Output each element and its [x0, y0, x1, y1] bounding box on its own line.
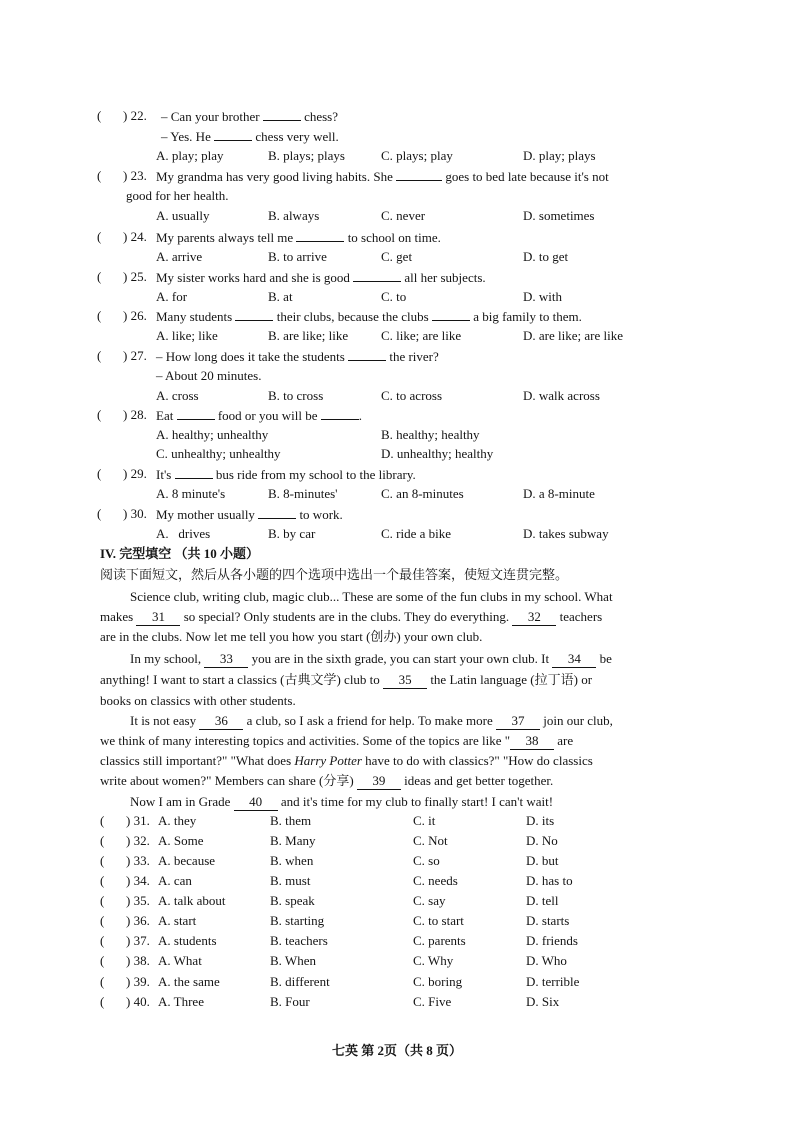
option-b[interactable]: B. teachers — [270, 933, 328, 948]
cloze-blank-35[interactable]: 35 — [383, 672, 427, 689]
option-d[interactable]: D. has to — [526, 873, 573, 888]
option-c[interactable]: C. unhealthy; unhealthy — [156, 446, 281, 461]
question-27-line1 — [156, 348, 439, 365]
question-number: ) 36. — [126, 913, 150, 928]
question-number: ) 23. — [123, 168, 147, 183]
passage-line — [100, 672, 592, 689]
question-text: chess? — [300, 109, 338, 124]
question-text: goes to bed late because it's not — [442, 169, 609, 184]
answer-paren[interactable]: ( — [97, 308, 102, 323]
option-d[interactable]: D. are like; are like — [523, 328, 623, 343]
question-23-line1 — [156, 168, 609, 185]
section-heading: IV. 完型填空 （共 10 小题） — [100, 546, 260, 561]
question-number: ) 26. — [123, 308, 147, 323]
option-a[interactable]: A. Three — [158, 994, 204, 1009]
question-text: Eat — [156, 408, 177, 423]
option-a[interactable]: A. the same — [158, 974, 220, 989]
question-29-line — [156, 466, 416, 483]
answer-paren[interactable]: ( — [100, 853, 105, 868]
passage-line — [100, 773, 553, 790]
question-text: Many students — [156, 309, 236, 324]
option-b[interactable]: B. to cross — [268, 388, 324, 403]
passage-line: Science club, writing club, magic club... These are some of the fun clubs in my school. What — [130, 589, 613, 604]
question-number: ) 31. — [126, 813, 150, 828]
option-a[interactable]: A. 8 minute's — [156, 486, 226, 501]
option-d[interactable]: D. a 8-minute — [523, 486, 595, 501]
answer-blank[interactable] — [432, 308, 470, 321]
option-c[interactable]: C. boring — [413, 974, 463, 989]
question-text: My parents always tell me — [156, 230, 297, 245]
answer-paren[interactable]: ( — [100, 933, 105, 948]
passage-text: Now I am in Grade — [130, 794, 234, 809]
question-number: ) 38. — [126, 953, 150, 968]
option-c[interactable]: C. say — [413, 893, 446, 908]
answer-paren[interactable]: ( — [100, 974, 105, 989]
option-d[interactable]: D. its — [526, 813, 555, 828]
cloze-blank-38[interactable]: 38 — [510, 733, 554, 750]
question-number: ) 25. — [123, 269, 147, 284]
option-d[interactable]: D. Who — [526, 953, 567, 968]
question-22-line1 — [161, 108, 338, 125]
passage-text: In my school, — [130, 651, 205, 666]
answer-paren[interactable]: ( — [97, 229, 102, 244]
cloze-blank-34[interactable]: 34 — [552, 651, 596, 668]
option-b[interactable]: B. Four — [270, 994, 310, 1009]
option-a[interactable]: A. start — [158, 913, 197, 928]
passage-text: anything! I want to start a classics (古典文学) club to — [100, 672, 384, 687]
option-a[interactable]: A. they — [158, 813, 197, 828]
question-text: a big family to them. — [469, 309, 582, 324]
answer-paren[interactable]: ( — [97, 108, 102, 123]
question-30-line — [156, 506, 343, 523]
question-number: ) 33. — [126, 853, 150, 868]
question-text: all her subjects. — [401, 270, 486, 285]
question-number: ) 32. — [126, 833, 150, 848]
answer-blank[interactable] — [177, 407, 215, 420]
question-text: . — [358, 408, 362, 423]
question-text: – Can your brother — [161, 109, 263, 124]
option-a[interactable]: A. usually — [156, 208, 210, 223]
answer-paren[interactable]: ( — [97, 466, 102, 481]
passage-text: be — [596, 651, 612, 666]
answer-blank[interactable] — [396, 168, 442, 181]
cloze-blank-31[interactable]: 31 — [136, 609, 180, 626]
option-c[interactable]: C. ride a bike — [381, 526, 452, 541]
option-d[interactable]: D. sometimes — [523, 208, 595, 223]
option-a[interactable]: A. arrive — [156, 249, 203, 264]
answer-blank[interactable] — [235, 308, 273, 321]
question-28-line — [156, 407, 362, 424]
question-number: ) 22. — [123, 108, 147, 123]
answer-paren[interactable]: ( — [97, 506, 102, 521]
answer-blank[interactable] — [353, 269, 401, 282]
option-b[interactable]: B. starting — [270, 913, 325, 928]
passage-text: It is not easy — [130, 713, 200, 728]
question-24-line — [156, 229, 441, 246]
page-footer: 七英 第 2页（共 8 页） — [331, 1043, 462, 1058]
question-number: ) 40. — [126, 994, 150, 1009]
question-number: ) 24. — [123, 229, 147, 244]
option-c[interactable]: C. never — [381, 208, 426, 223]
question-number: ) 39. — [126, 974, 150, 989]
answer-paren[interactable]: ( — [100, 833, 105, 848]
passage-text: ideas and get better together. — [400, 773, 554, 788]
option-a[interactable]: A. drives — [156, 526, 211, 541]
section-instruction: 阅读下面短文，然后从各小题的四个选项中选出一个最佳答案，使短文连贯完整。 — [100, 567, 569, 582]
question-number: ) 37. — [126, 933, 150, 948]
passage-line: books on classics with other students. — [100, 693, 296, 708]
option-d[interactable]: D. to get — [523, 249, 569, 264]
option-a[interactable]: A. healthy; unhealthy — [156, 427, 269, 442]
answer-blank[interactable] — [348, 348, 386, 361]
option-b[interactable]: B. different — [270, 974, 330, 989]
option-d[interactable]: D. walk across — [523, 388, 600, 403]
passage-text: a club, so I ask a friend for help. To make more — [243, 713, 496, 728]
cloze-blank-32[interactable]: 32 — [512, 609, 556, 626]
answer-paren[interactable]: ( — [100, 893, 105, 908]
answer-paren[interactable]: ( — [100, 873, 105, 888]
option-b[interactable]: B. when — [270, 853, 314, 868]
option-b[interactable]: B. healthy; healthy — [381, 427, 480, 442]
option-d[interactable]: D. with — [523, 289, 562, 304]
option-b[interactable]: B. are like; like — [268, 328, 349, 343]
option-a[interactable]: A. can — [158, 873, 192, 888]
option-c[interactable]: C. to — [381, 289, 407, 304]
question-number: ) 30. — [123, 506, 147, 521]
question-text: – Yes. He — [161, 129, 215, 144]
option-d[interactable]: D. terrible — [526, 974, 580, 989]
option-c[interactable]: C. an 8-minutes — [381, 486, 464, 501]
question-number: ) 35. — [126, 893, 150, 908]
cloze-blank-33[interactable]: 33 — [204, 651, 248, 668]
question-number: ) 27. — [123, 348, 147, 363]
question-text: It's — [156, 467, 175, 482]
answer-paren[interactable]: ( — [97, 348, 102, 363]
answer-blank[interactable] — [296, 229, 344, 242]
cloze-blank-39[interactable]: 39 — [357, 773, 401, 790]
answer-paren[interactable]: ( — [97, 407, 102, 422]
answer-paren[interactable]: ( — [100, 813, 105, 828]
question-text: to school on time. — [344, 230, 441, 245]
cloze-blank-40[interactable]: 40 — [234, 794, 278, 811]
option-b[interactable]: B. speak — [270, 893, 315, 908]
option-a[interactable]: A. like; like — [156, 328, 218, 343]
option-a[interactable]: A. play; play — [156, 148, 224, 163]
option-a[interactable]: A. for — [156, 289, 188, 304]
answer-blank[interactable] — [258, 506, 296, 519]
option-c[interactable]: C. get — [381, 249, 413, 264]
question-26-line — [156, 308, 582, 325]
question-text: the river? — [386, 349, 439, 364]
passage-text: join our club, — [539, 713, 613, 728]
option-d[interactable]: D. No — [526, 833, 558, 848]
question-text: chess very well. — [252, 129, 339, 144]
question-text: My sister works hard and she is good — [156, 270, 354, 285]
option-d[interactable]: D. friends — [526, 933, 578, 948]
option-d[interactable]: D. but — [526, 853, 559, 868]
option-d[interactable]: D. takes subway — [523, 526, 609, 541]
passage-text: and it's time for my club to finally start! I can't wait! — [277, 794, 554, 809]
question-text: food or you will be — [214, 408, 321, 423]
passage-line — [100, 609, 602, 626]
option-c[interactable]: C. parents — [413, 933, 466, 948]
option-d[interactable]: D. unhealthy; healthy — [381, 446, 494, 461]
question-text: their clubs, because the clubs — [273, 309, 432, 324]
option-a[interactable]: A. What — [158, 953, 202, 968]
option-a[interactable]: A. because — [158, 853, 216, 868]
option-c[interactable]: C. so — [413, 853, 440, 868]
option-d[interactable]: D. Six — [526, 994, 560, 1009]
passage-line: are in the clubs. Now let me tell you how you start (创办) your own club. — [100, 629, 483, 644]
option-c[interactable]: C. Why — [413, 953, 454, 968]
question-22-line2 — [161, 128, 339, 145]
passage-text: we think of many interesting topics and activities. Some of the topics are like " — [100, 733, 511, 748]
option-b[interactable]: B. them — [270, 813, 312, 828]
option-b[interactable]: B. Many — [270, 833, 316, 848]
question-number: ) 29. — [123, 466, 147, 481]
answer-paren[interactable]: ( — [97, 269, 102, 284]
answer-blank[interactable] — [263, 108, 301, 121]
option-d[interactable]: D. tell — [526, 893, 559, 908]
passage-line — [100, 733, 573, 750]
option-c[interactable]: C. Five — [413, 994, 452, 1009]
option-b[interactable]: B. must — [270, 873, 311, 888]
passage-text: teachers — [556, 609, 603, 624]
answer-blank[interactable] — [321, 407, 359, 420]
question-23-line2: good for her health. — [126, 188, 229, 203]
question-text: My mother usually — [156, 507, 259, 522]
option-b[interactable]: B. at — [268, 289, 293, 304]
answer-paren[interactable]: ( — [97, 168, 102, 183]
passage-text: are — [554, 733, 574, 748]
answer-paren[interactable]: ( — [100, 994, 105, 1009]
cloze-blank-36[interactable]: 36 — [199, 713, 243, 730]
option-d[interactable]: D. play; plays — [523, 148, 596, 163]
passage-line — [130, 794, 553, 811]
option-d[interactable]: D. starts — [526, 913, 570, 928]
option-a[interactable]: A. students — [158, 933, 217, 948]
cloze-blank-37[interactable]: 37 — [496, 713, 540, 730]
passage-text: the Latin language (拉丁语) or — [427, 672, 593, 687]
option-a[interactable]: A. cross — [156, 388, 199, 403]
option-a[interactable]: A. talk about — [158, 893, 226, 908]
question-27-line2: – About 20 minutes. — [156, 368, 262, 383]
option-a[interactable]: A. Some — [158, 833, 204, 848]
option-c[interactable]: C. like; are like — [381, 328, 462, 343]
question-text: bus ride from my school to the library. — [212, 467, 416, 482]
passage-line — [100, 753, 593, 769]
passage-text: classics still important?" "What does — [100, 753, 295, 768]
option-b[interactable]: B. 8-minutes' — [268, 486, 338, 501]
book-title: Harry Potter — [294, 753, 362, 768]
option-b[interactable]: B. to arrive — [268, 249, 327, 264]
option-c[interactable]: C. it — [413, 813, 436, 828]
answer-paren[interactable]: ( — [100, 913, 105, 928]
option-b[interactable]: B. always — [268, 208, 320, 223]
question-text: to work. — [296, 507, 343, 522]
option-b[interactable]: B. plays; plays — [268, 148, 345, 163]
option-c[interactable]: C. to start — [413, 913, 464, 928]
passage-text: have to do with classics?" "How do classics — [361, 753, 593, 768]
question-number: ) 28. — [123, 407, 147, 422]
option-c[interactable]: C. Not — [413, 833, 448, 848]
answer-paren[interactable]: ( — [100, 953, 105, 968]
option-b[interactable]: B. When — [270, 953, 316, 968]
passage-text: makes — [100, 609, 137, 624]
option-b[interactable]: B. by car — [268, 526, 316, 541]
question-25-line — [156, 269, 486, 286]
option-c[interactable]: C. to across — [381, 388, 443, 403]
question-text: – How long does it take the students — [156, 349, 349, 364]
passage-text: so special? Only students are in the clubs. They do everything. — [180, 609, 513, 624]
question-number: ) 34. — [126, 873, 150, 888]
option-c[interactable]: C. plays; play — [381, 148, 453, 163]
answer-blank[interactable] — [214, 128, 252, 141]
passage-text: you are in the sixth grade, you can start your own club. It — [248, 651, 553, 666]
question-text: My grandma has very good living habits. She — [156, 169, 397, 184]
passage-text: write about women?" Members can share (分享) — [100, 773, 357, 788]
option-c[interactable]: C. needs — [413, 873, 458, 888]
answer-blank[interactable] — [175, 466, 213, 479]
passage-line — [130, 651, 612, 668]
passage-line — [130, 713, 613, 730]
